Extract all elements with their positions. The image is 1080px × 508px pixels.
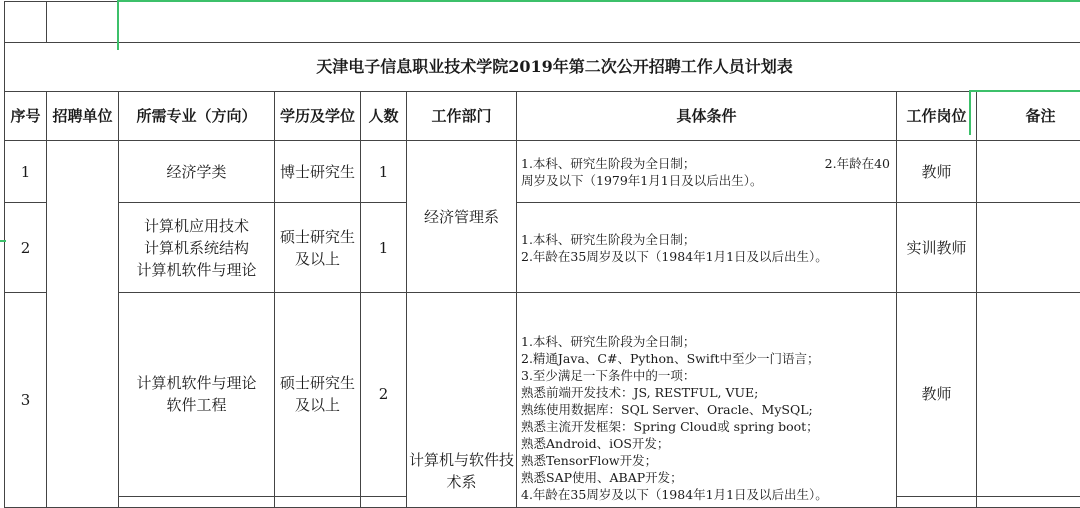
condition-line	[521, 155, 892, 172]
condition-line: 熟悉前端开发技术：JS, RESTFUL, VUE;	[521, 384, 892, 401]
cell-unit	[47, 141, 119, 508]
header-conditions: 具体条件	[517, 92, 897, 141]
cell-position	[897, 496, 977, 507]
condition-line: 1.本科、研究生阶段为全日制；	[521, 333, 892, 350]
cell-selection-line	[117, 0, 1080, 2]
cell-major	[119, 496, 275, 507]
condition-line: 周岁及以下（1979年1月1日及以后出生）。	[521, 172, 892, 189]
department-line: 计算机与软件技	[407, 449, 516, 471]
cell-degree	[275, 496, 361, 507]
cell-conditions	[517, 141, 897, 203]
condition-line: 熟悉Android、iOS开发；	[521, 435, 892, 452]
condition-line: 熟悉TensorFlow开发；	[521, 452, 892, 469]
cell-position: 教师	[897, 293, 977, 497]
cell-position: 实训教师	[897, 203, 977, 293]
blank-top-cell	[47, 2, 1080, 43]
cell-remarks	[977, 496, 1080, 507]
major-line: 计算机软件与理论	[119, 372, 274, 394]
cell-count: 2	[361, 293, 407, 497]
cell-degree: 博士研究生	[275, 141, 361, 203]
degree-line: 及以上	[275, 394, 360, 416]
header-row	[5, 92, 1080, 141]
cell-remarks	[977, 203, 1080, 293]
degree-line: 硕士研究生	[275, 372, 360, 394]
condition-line: 2.精通Java、C#、Python、Swift中至少一门语言；	[521, 350, 892, 367]
table-row	[5, 141, 1080, 203]
cell-major	[119, 203, 275, 293]
cell-position: 教师	[897, 141, 977, 203]
cell-selection-line	[969, 90, 971, 135]
cell-count	[361, 496, 407, 507]
major-line: 计算机软件与理论	[119, 259, 274, 281]
condition-line: 4.年龄在35周岁及以下（1984年1月1日及以后出生）。	[521, 486, 892, 503]
cell-department: 经济管理系	[407, 141, 517, 293]
condition-line: 熟悉主流开发框架：Spring Cloud或 spring boot；	[521, 418, 892, 435]
recruitment-plan-table	[4, 1, 1080, 508]
header-degree: 学历及学位	[275, 92, 361, 141]
header-count: 人数	[361, 92, 407, 141]
header-seq: 序号	[5, 92, 47, 141]
condition-line: 2.年龄在35周岁及以下（1984年1月1日及以后出生）。	[521, 248, 892, 265]
condition-line: 熟悉SAP使用、ABAP开发；	[521, 469, 892, 486]
cell-major: 经济学类	[119, 141, 275, 203]
table-row	[5, 293, 1080, 497]
cell-count: 1	[361, 141, 407, 203]
cell-major	[119, 293, 275, 497]
cell-selection-line	[969, 90, 1080, 92]
cell-seq: 2	[5, 203, 47, 293]
blank-top-cell	[5, 2, 47, 43]
condition-text: 2.年龄在40	[825, 155, 890, 172]
major-line: 计算机系统结构	[119, 237, 274, 259]
cell-conditions	[517, 203, 897, 293]
cell-remarks	[977, 293, 1080, 497]
cell-seq: 1	[5, 141, 47, 203]
major-line: 软件工程	[119, 394, 274, 416]
table-title: 天津电子信息职业技术学院2019年第二次公开招聘工作人员计划表	[5, 43, 1080, 92]
cell-count: 1	[361, 203, 407, 293]
cell-selection-line	[0, 240, 6, 242]
header-position: 工作岗位	[897, 92, 977, 141]
condition-line: 熟练使用数据库：SQL Server、Oracle、MySQL;	[521, 401, 892, 418]
cell-selection-line	[117, 0, 119, 50]
header-major: 所需专业（方向）	[119, 92, 275, 141]
cell-degree	[275, 293, 361, 497]
degree-line: 及以上	[275, 248, 360, 270]
cell-conditions	[517, 293, 897, 508]
cell-seq: 3	[5, 293, 47, 508]
major-line: 计算机应用技术	[119, 215, 274, 237]
cell-remarks	[977, 141, 1080, 203]
cell-department	[407, 293, 517, 508]
department-line: 术系	[407, 471, 516, 493]
cell-degree	[275, 203, 361, 293]
condition-line: 1.本科、研究生阶段为全日制；	[521, 231, 892, 248]
condition-line: 3.至少满足一下条件中的一项：	[521, 367, 892, 384]
degree-line: 硕士研究生	[275, 226, 360, 248]
table-row	[5, 203, 1080, 293]
header-remarks: 备注	[977, 92, 1080, 141]
condition-text: 1.本科、研究生阶段为全日制；	[521, 155, 695, 172]
header-unit: 招聘单位	[47, 92, 119, 141]
header-department: 工作部门	[407, 92, 517, 141]
